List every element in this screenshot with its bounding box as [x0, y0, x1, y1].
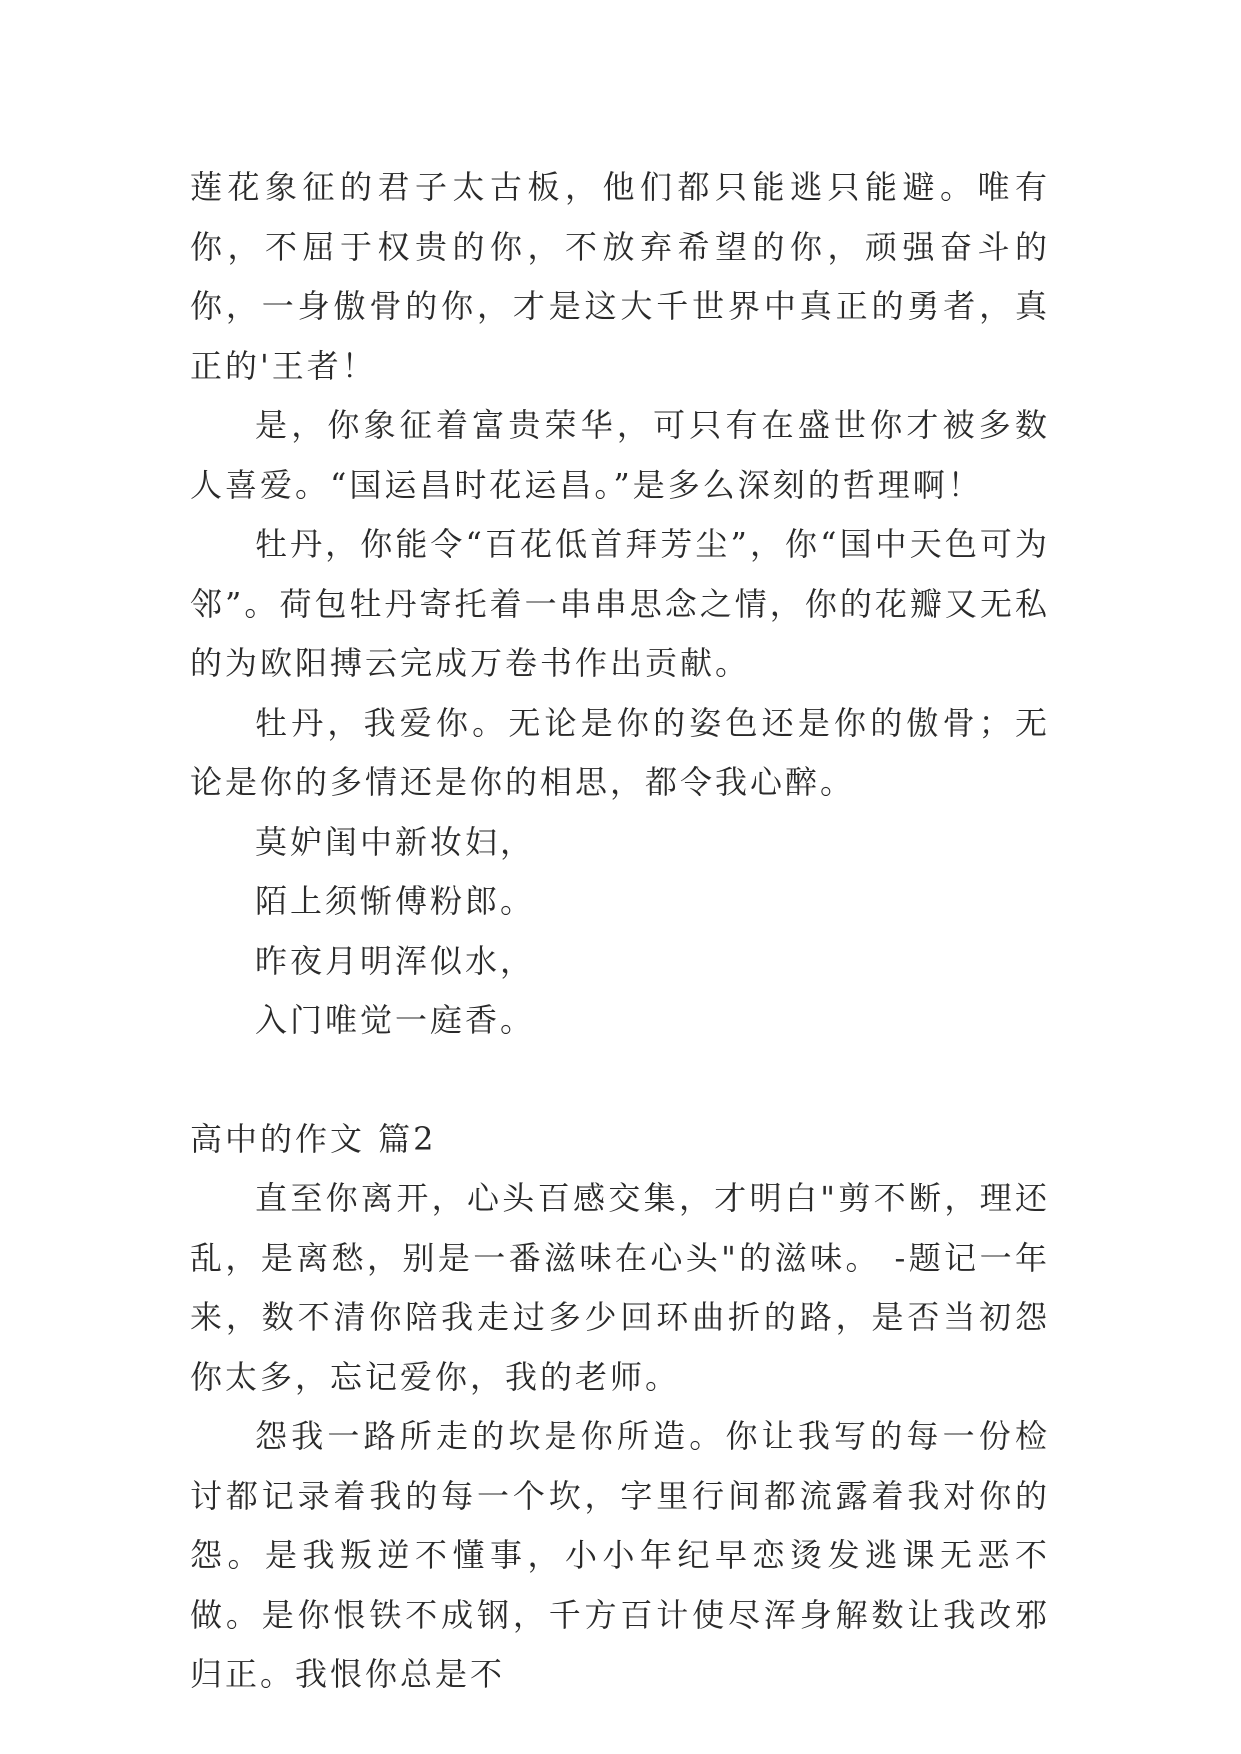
paragraph: 直至你离开，心头百感交集，才明白"剪不断，理还乱，是离愁，别是一番滋味在心头"的滋味。 -题记一年来，数不清你陪我走过多少回环曲折的路，是否当初怨你太多，忘记爱你，我的老师。	[190, 1179, 1050, 1396]
poem	[190, 813, 1050, 1051]
document-page	[190, 158, 1050, 1705]
poem-line: 莫妒闺中新妆妇，	[255, 822, 536, 861]
section-heading: 高中的作文 篇2	[190, 1119, 437, 1158]
paragraph: 牡丹，你能令“百花低首拜芳尘”，你“国中天色可为邻”。荷包牡丹寄托着一串串思念之情，你的花瓣又无私的为欧阳搏云完成万卷书作出贡献。	[190, 525, 1050, 682]
paragraph-continuation: 莲花象征的君子太古板，他们都只能逃只能避。唯有你，不屈于权贵的你，不放弃希望的你，顽强奋斗的你，一身傲骨的你，才是这大千世界中真正的勇者，真正的'王者！	[190, 168, 1050, 385]
poem-line: 昨夜月明浑似水，	[255, 941, 536, 980]
paragraph: 牡丹，我爱你。无论是你的姿色还是你的傲骨；无论是你的多情还是你的相思，都令我心醉。	[190, 703, 1050, 801]
paragraph: 怨我一路所走的坎是你所造。你让我写的每一份检讨都记录着我的每一个坎，字里行间都流露着我对你的怨。是我叛逆不懂事，小小年纪早恋烫发逃课无恶不做。是你恨铁不成钢，千方百计使尽浑身解数让我改邪归正。我恨你总是不	[190, 1417, 1050, 1693]
paragraph: 是，你象征着富贵荣华，可只有在盛世你才被多数人喜爱。“国运昌时花运昌。”是多么深刻的哲理啊！	[190, 406, 1050, 504]
poem-line: 入门唯觉一庭香。	[255, 1001, 536, 1039]
poem-line: 陌上须惭傅粉郎。	[255, 882, 536, 920]
